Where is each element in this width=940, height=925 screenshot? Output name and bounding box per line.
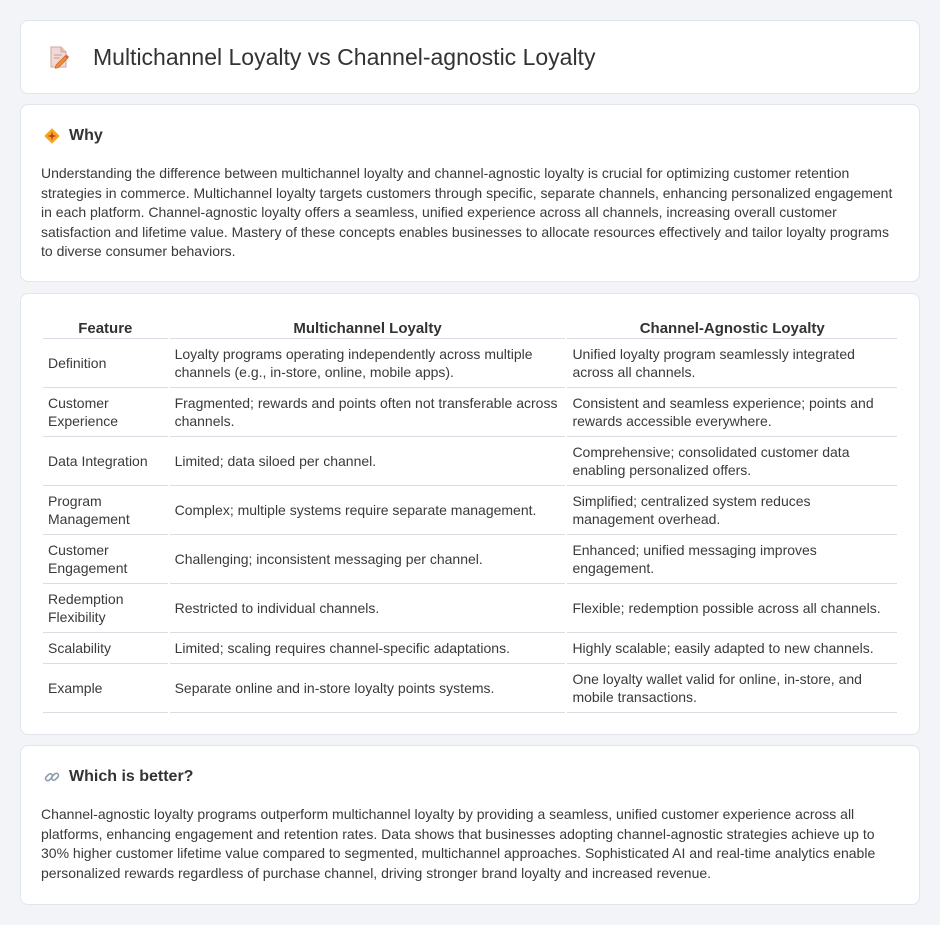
feature-cell: Customer Engagement [43, 535, 168, 584]
header-channel-agnostic: Channel-Agnostic Loyalty [567, 318, 897, 339]
agnostic-cell: Simplified; centralized system reduces management overhead. [567, 486, 897, 535]
feature-cell: Program Management [43, 486, 168, 535]
multichannel-cell: Restricted to individual channels. [170, 584, 566, 633]
why-text: Understanding the difference between multichannel loyalty and channel-agnostic loyalty is crucial for optimizing customer retention strategies in commerce. Multichannel loyalty targets customers through specific, separate channels, enhancing personalized engagement in each platform. Channel-agnostic loyalty offers a seamless, unified experience across all channels, increasing overall customer satisfaction and lifetime value. Mastery of these concepts enables businesses to allocate resources effectively and tailor loyalty programs to diverse consumer behaviors. [41, 165, 893, 260]
why-section [20, 104, 920, 282]
header-feature: Feature [43, 318, 168, 339]
better-heading: Which is better? [69, 768, 194, 785]
link-icon [43, 768, 61, 786]
agnostic-cell: Comprehensive; consolidated customer data enabling personalized offers. [567, 437, 897, 486]
agnostic-cell: One loyalty wallet valid for online, in-store, and mobile transactions. [567, 664, 897, 713]
table-row [43, 388, 897, 437]
better-text: Channel-agnostic loyalty programs outperform multichannel loyalty by providing a seamless, unified customer experience across all platforms, enhancing engagement and retention rates. Data shows that businesses adopting channel-agnostic strategies achieve up to 30% higher customer lifetime value compared to segmented, multichannel approaches. Sophisticated AI and real-time analytics enable personalized rewards regardless of purchase channel, driving stronger brand loyalty and increased revenue. [41, 806, 876, 881]
table-row [43, 664, 897, 713]
table-row [43, 339, 897, 388]
multichannel-cell: Loyalty programs operating independently across multiple channels (e.g., in-store, online, mobile apps). [170, 339, 566, 388]
feature-cell: Redemption Flexibility [43, 584, 168, 633]
table-row [43, 437, 897, 486]
feature-cell: Scalability [43, 633, 168, 664]
multichannel-cell: Fragmented; rewards and points often not transferable across channels. [170, 388, 566, 437]
comparison-section [20, 293, 920, 735]
table-header-row [43, 318, 897, 339]
document-edit-icon [47, 45, 71, 69]
multichannel-cell: Complex; multiple systems require separate management. [170, 486, 566, 535]
multichannel-cell: Limited; data siloed per channel. [170, 437, 566, 486]
table-row [43, 486, 897, 535]
multichannel-cell: Limited; scaling requires channel-specific adaptations. [170, 633, 566, 664]
multichannel-cell: Separate online and in-store loyalty points systems. [170, 664, 566, 713]
table-row [43, 633, 897, 664]
agnostic-cell: Highly scalable; easily adapted to new channels. [567, 633, 897, 664]
table-row [43, 535, 897, 584]
feature-cell: Example [43, 664, 168, 713]
feature-cell: Customer Experience [43, 388, 168, 437]
page-title: Multichannel Loyalty vs Channel-agnostic Loyalty [93, 43, 596, 70]
agnostic-cell: Unified loyalty program seamlessly integrated across all channels. [567, 339, 897, 388]
agnostic-cell: Flexible; redemption possible across all channels. [567, 584, 897, 633]
title-card [20, 20, 920, 94]
feature-cell: Definition [43, 339, 168, 388]
header-multichannel: Multichannel Loyalty [170, 318, 566, 339]
sparkle-diamond-icon [43, 127, 61, 145]
table-row [43, 584, 897, 633]
multichannel-cell: Challenging; inconsistent messaging per channel. [170, 535, 566, 584]
which-is-better-section [20, 745, 920, 905]
comparison-table [41, 318, 899, 713]
agnostic-cell: Consistent and seamless experience; points and rewards accessible everywhere. [567, 388, 897, 437]
agnostic-cell: Enhanced; unified messaging improves engagement. [567, 535, 897, 584]
feature-cell: Data Integration [43, 437, 168, 486]
why-heading: Why [69, 127, 103, 144]
